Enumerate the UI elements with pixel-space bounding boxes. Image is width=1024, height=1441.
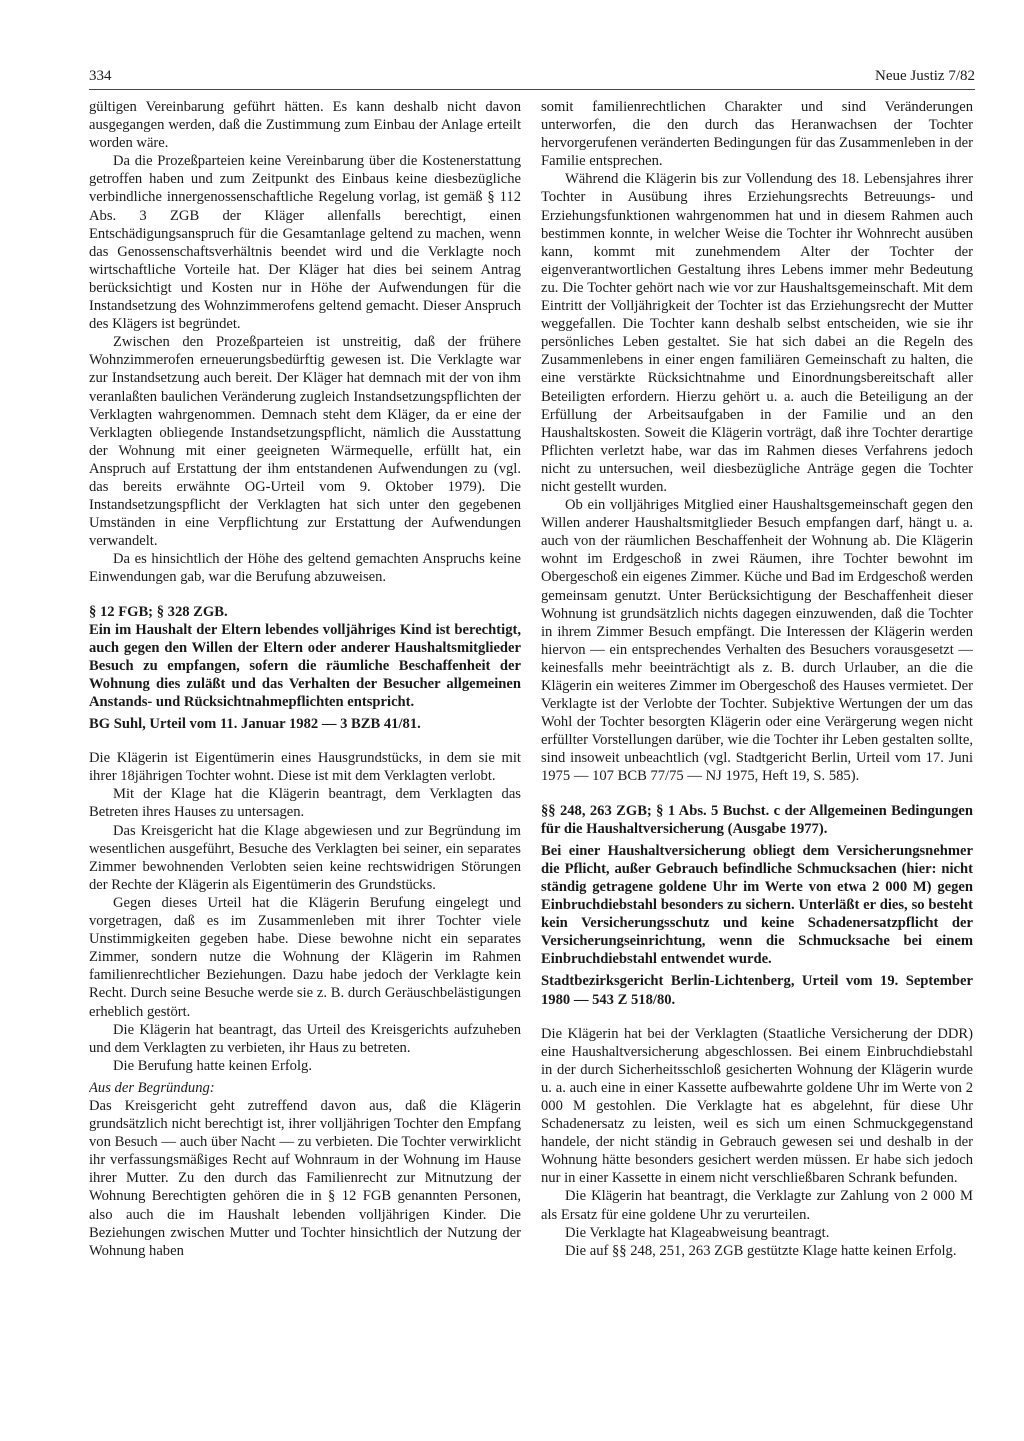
paragraph: Die Berufung hatte keinen Erfolg. bbox=[113, 1057, 312, 1074]
paragraph: Gegen dieses Urteil hat die Klägerin Berufung eingelegt und vorgetragen, daß es im Zusammenleben mit ihrer Tochter viele Unstimmigkeiten gegeben habe. Diese bewohne nicht ein separates Zimmer, sondern nutze die Wohnung der Klägerin im Rahmen familienrechtlicher Beziehungen. Dazu habe jedoch der Verklagte kein Recht. Durch seine Besuche werde sie z. B. durch Geräuschbelästigungen erheblich gestört. bbox=[89, 894, 521, 1020]
paragraph: Die Klägerin hat beantragt, die Verklagte zur Zahlung von 2 000 M als Ersatz für eine goldene Uhr zu verurteilen. bbox=[541, 1188, 973, 1223]
section-heading: Aus der Begründung: bbox=[89, 1079, 215, 1096]
running-header bbox=[89, 68, 975, 86]
headnote: Bei einer Haushaltversicherung obliegt dem Versicherungsnehmer die Pflicht, außer Gebrauch befindliche Schmucksachen (hier: nicht ständig getragene goldene Uhr im Werte von etwa 2 000 M) gegen Einbruchdiebstahl besonders zu sichern. Unterläßt er dies, so besteht kein Versicherungsschutz und keine Schadenersatzpflicht der Versicherungseinrichtung, wenn die Schmucksache bei einem Einbruchdiebstahl entwendet wurde. bbox=[541, 842, 973, 968]
headnote: Ein im Haushalt der Eltern lebendes volljähriges Kind ist berechtigt, auch gegen den Willen der Eltern oder anderer Haushaltsmitglieder Besuch zu empfangen, sofern die räumliche Beschaffenheit der Wohnung dies zuläßt und das Verhalten der Besucher allgemeinen Anstands- und Rücksichtnahmepflichten entspricht. bbox=[89, 621, 521, 710]
paragraph: Die Klägerin hat bei der Verklagten (Staatliche Versicherung der DDR) eine Haushaltversicherung abgeschlossen. Bei einem Einbruchdiebstahl in der durch Sicherheitsschloß gesicherten Wohnung der Klägerin wurde u. a. auch eine in einer Kassette aufbewahrte goldene Uhr im Werte von 2 000 M gestohlen. Die Verklagte hat es abgelehnt, für diese Uhr Schadenersatz zu leisten, weil es sich um einen Schmuckgegenstand handele, der nicht ständig in Gebrauch gewesen sei und deshalb in der Wohnung hätte besonders gesichert werden müssen. Er habe sich jedoch nur in einer Kassette in einem nicht verschließbaren Schrank befunden. bbox=[541, 1025, 973, 1187]
paragraph: Die auf §§ 248, 251, 263 ZGB gestützte Klage hatte keinen Erfolg. bbox=[565, 1242, 957, 1259]
paragraph: Die Klägerin ist Eigentümerin eines Hausgrundstücks, in dem sie mit ihrer 18jährigen Tochter wohnt. Diese ist mit dem Verklagten verlobt. bbox=[89, 750, 521, 785]
paragraph: Das Kreisgericht geht zutreffend davon aus, daß die Klägerin grundsätzlich nicht berechtigt ist, ihrer volljährigen Tochter den Empfang von Besuch — auch über Nacht — zu verbieten. Die Tochter verwirklicht ihr verfassungsmäßiges Recht auf Wohnraum in der Wohnung im Hause ihrer Mutter. Zu den durch das Familienrecht zur Mitnutzung der Wohnung Berechtigten gehören die in § 12 FGB genannten Personen, also auch die im Haushalt lebenden volljährigen Kinder. Die Beziehungen zwischen Mutter und Tochter hinsichtlich der Nutzung der Wohnung haben bbox=[89, 1097, 521, 1259]
paragraph: Das Kreisgericht hat die Klage abgewiesen und zur Begründung im wesentlichen ausgeführt, Besuche des Verklagten bei seiner, ein separates Zimmer bewohnenden Verlobten seien keine rechtswidrigen Störungen der Rechte der Klägerin als Eigentümerin des Grundstücks. bbox=[89, 822, 521, 893]
paragraph: Während die Klägerin bis zur Vollendung des 18. Lebensjahres ihrer Tochter in Ausübung ihres Erziehungsrechts Betreuungs- und Erziehungsfunktionen wahrgenommen hat und in diesem Rahmen auch bestimmen konnte, in welcher Weise die Tochter ihr Wohnrecht ausüben kann, kommt mit zunehmendem Alter der Tochter der eigenverantwortlichen Gestaltung ihres Lebens immer mehr Bedeutung zu. Die Tochter gehört nach wie vor zur Haushaltsgemeinschaft. Mit dem Eintritt der Volljährigkeit der Tochter ist das Erziehungsrecht der Mutter weggefallen. Die Tochter kann deshalb selbst entscheiden, wie sie ihr persönliches Leben gestaltet. Sie hat sich dabei an die Regeln des Zusammenlebens in einer engen familiären Gemeinschaft zu halten, die eine verstärkte Rücksichtnahme und Einordnungsbereitschaft aller Beteiligten erfordern. Hierzu gehört u. a. auch die Beteiligung an der Erfüllung der Arbeitsaufgaben in der Familie und an den Haushaltskosten. Soweit die Klägerin vorträgt, daß ihre Tochter derartige Pflichten verletzt habe, war das im Rahmen dieses Verfahrens jedoch nicht zu untersuchen, weil diesbezügliche Anträge gegen die Tochter nicht gestellt wurden. bbox=[541, 171, 973, 495]
left-column bbox=[89, 98, 521, 1408]
header-rule bbox=[89, 89, 975, 90]
statute-reference: § 12 FGB; § 328 ZGB. bbox=[89, 603, 228, 620]
page-number: 334 bbox=[89, 68, 112, 84]
paragraph: Da es hinsichtlich der Höhe des geltend gemachten Anspruchs keine Einwendungen gab, war die Berufung abzuweisen. bbox=[89, 551, 521, 586]
paragraph: Mit der Klage hat die Klägerin beantragt, dem Verklagten das Betreten ihres Hauses zu untersagen. bbox=[89, 786, 521, 821]
journal-issue: Neue Justiz 7/82 bbox=[875, 68, 975, 84]
right-column bbox=[541, 98, 973, 1408]
court-citation: Stadtbezirksgericht Berlin-Lichtenberg, Urteil vom 19. September 1980 — 543 Z 518/80. bbox=[541, 973, 973, 1008]
paragraph: somit familienrechtlichen Charakter und sind Veränderungen unterworfen, die den durch das Heranwachsen der Tochter hervorgerufenen veränderten Bedingungen für das Zusammenleben in der Familie entsprechen. bbox=[541, 99, 973, 170]
paragraph: gültigen Vereinbarung geführt hätten. Es kann deshalb nicht davon ausgegangen werden, daß die Zustimmung zum Einbau der Anlage erteilt worden wäre. bbox=[89, 99, 521, 152]
statute-reference: §§ 248, 263 ZGB; § 1 Abs. 5 Buchst. c der Allgemeinen Bedingungen für die Haushaltversicherung (Ausgabe 1977). bbox=[541, 802, 973, 837]
paragraph: Die Klägerin hat beantragt, das Urteil des Kreisgerichts aufzuheben und dem Verklagten zu verbieten, ihr Haus zu betreten. bbox=[89, 1021, 521, 1056]
paragraph: Zwischen den Prozeßparteien ist unstreitig, daß der frühere Wohnzimmerofen erneuerungsbedürftig gewesen ist. Die Verklagte war zur Instandsetzung auch bereit. Der Kläger hat demnach mit der von ihm veranlaßten baulichen Veränderung zugleich Instandsetzungspflichten der Verklagten wahrgenommen. Demnach steht dem Kläger, da er eine der Verklagten obliegende Instandsetzungspflicht, nämlich die Ausstattung der Wohnung mit einer geeigneten Wärmequelle, erfüllt hat, ein Anspruch auf Erstattung der ihm entstandenen Aufwendungen zu (vgl. das bereits erwähnte OG-Urteil vom 9. Oktober 1979). Die Instandsetzungspflicht der Verklagten hat sich unter den gegebenen Umständen in eine Verpflichtung zur Erstattung der Aufwendungen verwandelt. bbox=[89, 334, 521, 550]
paragraph: Da die Prozeßparteien keine Vereinbarung über die Kostenerstattung getroffen haben und zum Zeitpunkt des Einbaus keine diesbezügliche verbindliche innergenossenschaftliche Regelung vorlag, ist gemäß § 112 Abs. 3 ZGB der Kläger allenfalls berechtigt, einen Entschädigungsanspruch für die Gesamtanlage geltend zu machen, wenn das Genossenschaftsverhältnis beendet wird und die Verklagte noch wirtschaftliche Vorteile hat. Der Kläger hat dies bei seinem Antrag berücksichtigt und Kosten nur in Höhe der Aufwendungen für die Instandsetzung des Wohnzimmerofens geltend gemacht. Dieser Anspruch des Klägers ist begründet. bbox=[89, 153, 521, 333]
paragraph: Die Verklagte hat Klageabweisung beantragt. bbox=[565, 1224, 830, 1241]
court-citation: BG Suhl, Urteil vom 11. Januar 1982 — 3 BZB 41/81. bbox=[89, 716, 421, 733]
paragraph: Ob ein volljähriges Mitglied einer Haushaltsgemeinschaft gegen den Willen anderer Haushaltsmitglieder Besuch empfangen darf, hängt u. a. auch von der räumlichen Beschaffenheit der Wohnung ab. Die Klägerin wohnt im Erdgeschoß in zwei Räumen, ihre Tochter bewohnt im Obergeschoß ein eigenes Zimmer. Küche und Bad im Erdgeschoß werden gemeinsam genutzt. Unter Berücksichtigung der Beschaffenheit dieser Wohnung ist grundsätzlich nichts dagegen einzuwenden, daß die Tochter in ihrem Zimmer Besuch empfängt. Die Interessen der Klägerin werden hiervon — ein entsprechendes Verhalten des Besuchers vorausgesetzt — keinesfalls mehr beeinträchtigt als z. B. durch Urlauber, an die die Klägerin ein weiteres Zimmer im Obergeschoß des Hauses vermietet. Der Verklagte ist der Verlobte der Tochter. Subjektive Wertungen der um das Wohl der Tochter besorgten Klägerin oder eine Verärgerung wegen nicht erfüllter Vorstellungen darüber, wie die Tochter ihr Leben gestalten sollte, sind insoweit unbeachtlich (vgl. Stadtgericht Berlin, Urteil vom 17. Juni 1975 — 107 BCB 77/75 — NJ 1975, Heft 19, S. 585). bbox=[541, 497, 973, 785]
